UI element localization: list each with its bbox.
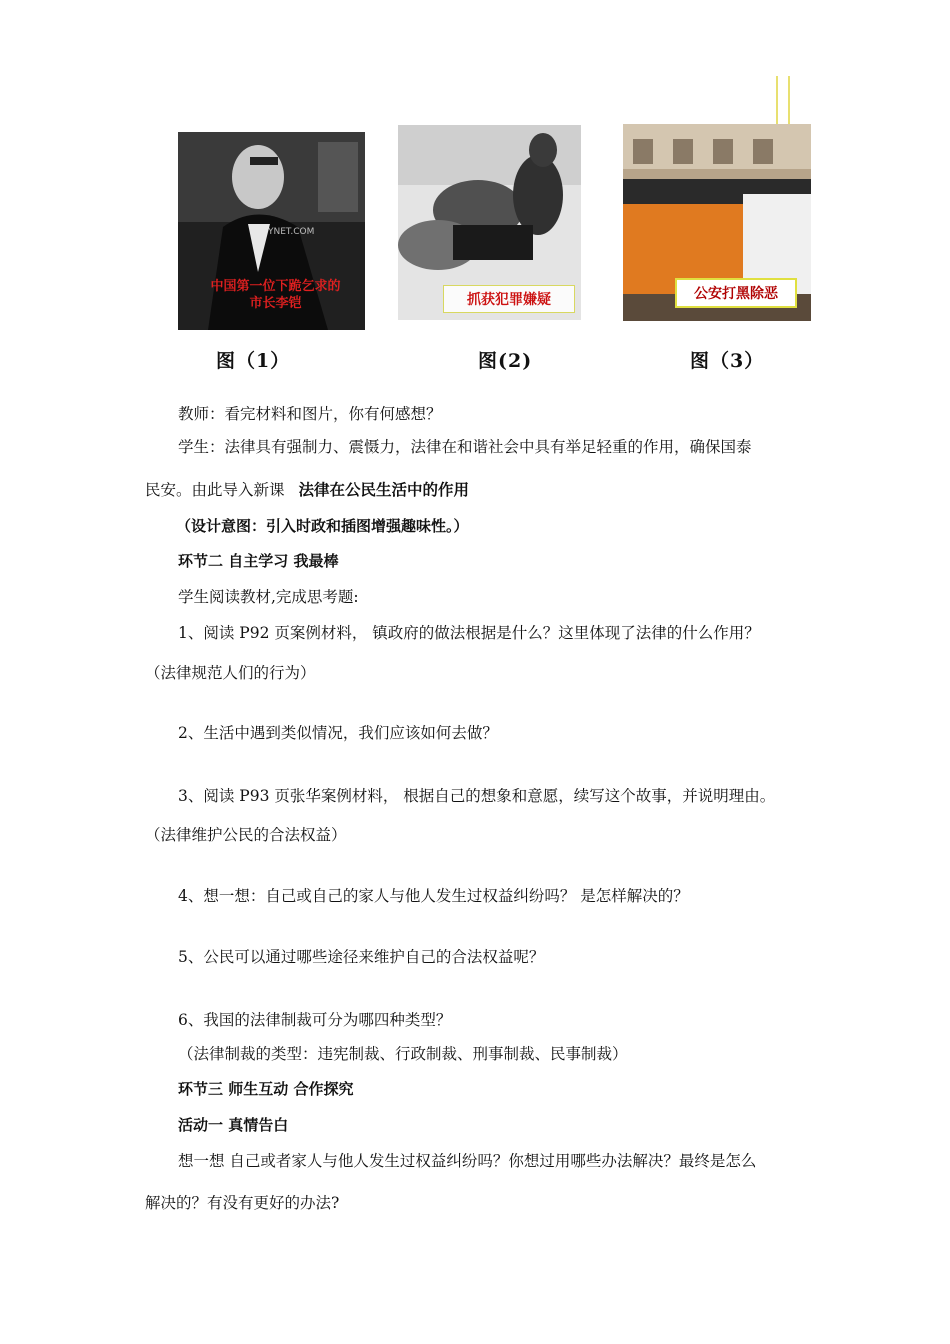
activity-prompt-line-1: 想一想 自己或者家人与他人发生过权益纠纷吗？你想过用哪些办法解决？最终是怎么 bbox=[178, 1152, 757, 1170]
watermark-text: YNET.COM bbox=[268, 227, 315, 237]
answer-1: （法律规范人们的行为） bbox=[145, 664, 316, 682]
question-1: 1、阅读 P92 页案例材料， 镇政府的做法根据是什么？这里体现了法律的什么作用？ bbox=[178, 624, 760, 642]
figure-2-label: 图(2) bbox=[478, 350, 533, 372]
figure-1-overlay-caption: 中国第一位下跪乞求的市长李铠 bbox=[210, 279, 341, 311]
figure-2-image bbox=[398, 125, 581, 320]
figure-3-image bbox=[623, 124, 811, 321]
student-answer-line-1: 学生：法律具有强制力、震慑力，法律在和谐社会中具有举足轻重的作用，确保国泰 bbox=[178, 438, 752, 456]
question-5: 5、公民可以通过哪些途径来维护自己的合法权益呢？ bbox=[178, 948, 545, 966]
question-6: 6、我国的法律制裁可分为哪四种类型？ bbox=[178, 1011, 452, 1029]
figure-2-overlay-caption: 抓获犯罪嫌疑 bbox=[443, 285, 575, 313]
activity-prompt-line-2: 解决的？有没有更好的办法? bbox=[145, 1194, 340, 1212]
question-2: 2、生活中遇到类似情况，我们应该如何去做？ bbox=[178, 724, 498, 742]
activity-heading-1: 活动一 真情告白 bbox=[178, 1116, 289, 1134]
section-heading-3: 环节三 师生互动 合作探究 bbox=[178, 1080, 354, 1098]
figure-1-label: 图（1） bbox=[216, 350, 291, 372]
student-answer-line-2 bbox=[145, 479, 469, 501]
intro-text: 民安。由此导入新课 bbox=[145, 481, 285, 499]
lesson-title: 法律在公民生活中的作用 bbox=[298, 481, 470, 499]
section-heading-2: 环节二 自主学习 我最棒 bbox=[178, 552, 339, 570]
student-read-instruction: 学生阅读教材,完成思考题: bbox=[178, 588, 359, 606]
figure-1-image bbox=[178, 132, 365, 330]
answer-3: （法律维护公民的合法权益） bbox=[145, 826, 347, 844]
answer-6: （法律制裁的类型：违宪制裁、行政制裁、刑事制裁、民事制裁） bbox=[178, 1045, 628, 1063]
figure-3-label: 图（3） bbox=[690, 350, 765, 372]
figure-3-overlay-caption: 公安打黑除恶 bbox=[675, 278, 797, 308]
question-3: 3、阅读 P93 页张华案例材料， 根据自己的想象和意愿，续写这个故事，并说明理由。 bbox=[178, 787, 776, 805]
design-intent: （设计意图：引入时政和插图增强趣味性。） bbox=[176, 517, 469, 535]
question-4: 4、想一想：自己或自己的家人与他人发生过权益纠纷吗？ 是怎样解决的？ bbox=[178, 887, 689, 905]
teacher-question: 教师：看完材料和图片，你有何感想？ bbox=[178, 405, 442, 423]
